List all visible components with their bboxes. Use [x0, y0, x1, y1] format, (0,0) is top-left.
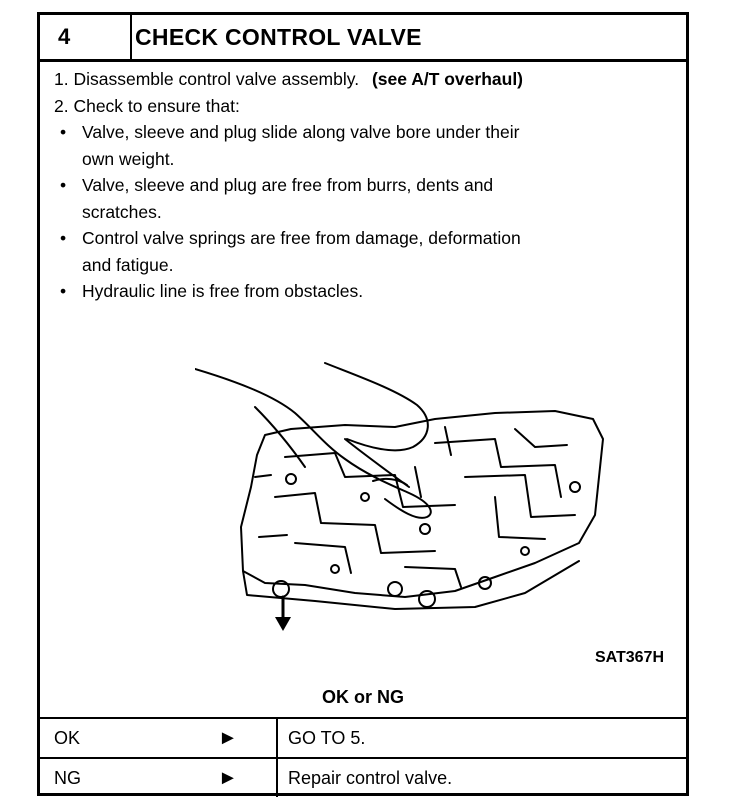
check-item-1 [54, 119, 674, 172]
overhaul-reference: (see A/T overhaul) [371, 69, 524, 89]
control-valve-illustration [195, 347, 615, 637]
check-item-3-line-2: and fatigue. [82, 254, 174, 275]
result-row-ok [40, 717, 686, 755]
result-action-ok: GO TO 5. [288, 728, 366, 748]
bullet-icon: • [60, 122, 67, 142]
procedure-frame [37, 12, 689, 796]
check-item-4-line-1: Hydraulic line is free from obstacles. [82, 281, 364, 301]
step-title: CHECK CONTROL VALVE [135, 24, 422, 50]
step-number: 4 [58, 24, 71, 49]
cell-divider [276, 719, 278, 757]
check-item-4 [54, 278, 674, 305]
check-item-2-line-1: Valve, sleeve and plug are free from burrs, dents and [82, 175, 494, 195]
instruction-item-1-text: 1. Disassemble control valve assembly. [54, 69, 360, 89]
cell-divider [276, 759, 278, 797]
arrow-right-icon: ► [218, 767, 238, 789]
check-item-2-line-2: scratches. [82, 201, 162, 222]
header-divider [130, 15, 132, 59]
bullet-icon: • [60, 175, 67, 195]
figure-code: SAT367H [594, 649, 664, 666]
instruction-item-2: 2. Check to ensure that: [54, 95, 240, 116]
result-question: OK or NG [321, 687, 404, 707]
check-item-2 [54, 172, 674, 225]
arrow-right-icon: ► [218, 727, 238, 749]
result-key-ng: NG [54, 768, 81, 788]
result-key-ok: OK [54, 728, 81, 748]
instruction-item-1 [54, 66, 674, 93]
bullet-icon: • [60, 281, 67, 301]
result-row-ng [40, 757, 686, 795]
result-action-ng: Repair control valve. [288, 768, 453, 788]
instructions [54, 66, 674, 305]
bullet-icon: • [60, 228, 67, 248]
step-header [40, 15, 686, 62]
check-item-3 [54, 225, 674, 278]
result-table [40, 717, 686, 796]
check-item-3-line-1: Control valve springs are free from damage, deformation [82, 228, 521, 248]
check-item-1-line-1: Valve, sleeve and plug slide along valve bore under their [82, 122, 520, 142]
check-item-1-line-2: own weight. [82, 148, 175, 169]
